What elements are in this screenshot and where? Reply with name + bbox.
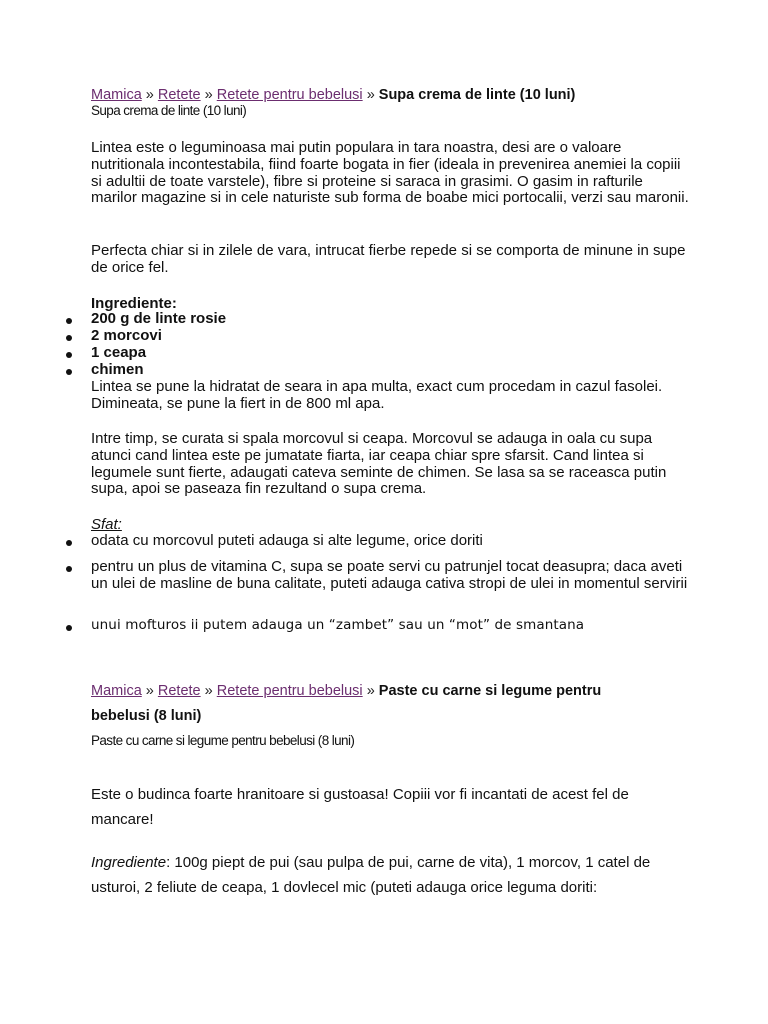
ingredient-item: 1 ceapa bbox=[91, 344, 147, 361]
recipe-subtitle: Supa crema de linte (10 luni) bbox=[91, 103, 247, 118]
breadcrumb-separator: » bbox=[145, 87, 158, 103]
tip-item: unui mofturos ii putem adauga un “zambet” sau un “mot” de smantana bbox=[91, 617, 585, 633]
tip-item: odata cu morcovul puteti adauga si alte legume, orice doriti bbox=[91, 532, 483, 549]
ingredient-item: 200 g de linte rosie bbox=[91, 310, 227, 327]
breadcrumb-current: Supa crema de linte (10 luni) bbox=[378, 87, 576, 103]
ingredients-paragraph bbox=[91, 850, 691, 900]
breadcrumb-separator: » bbox=[204, 683, 217, 699]
ingredients-text: : 100g piept de pui (sau pulpa de pui, carne de vita), 1 morcov, 1 catel de usturoi, 2 feliute de ceapa, 1 dovlecel mic (puteti adauga orice leguma doriti: bbox=[91, 854, 651, 896]
ingredients-heading: Ingrediente bbox=[91, 854, 167, 871]
bullet-icon bbox=[66, 335, 72, 341]
ingredient-item: 2 morcovi bbox=[91, 327, 162, 344]
breadcrumb-separator: » bbox=[366, 87, 379, 103]
breadcrumb-separator: » bbox=[145, 683, 158, 699]
method-paragraph: Intre timp, se curata si spala morcovul si ceapa. Morcovul se adauga in oala cu supa atunci cand lintea este pe jumatate fiarta, iar ceapa chiar spre sfarsit. Cand lintea si legumele sunt fierte, adaugati cateva seminte de chimen. Se lasa sa se raceasca putin supa, apoi se paseaza fin rezultand o supa crema. bbox=[91, 430, 667, 498]
breadcrumb-continuation bbox=[91, 707, 691, 725]
ingredients-heading: Ingrediente: bbox=[91, 295, 177, 312]
breadcrumb bbox=[91, 86, 691, 104]
breadcrumb-current: bebelusi (8 luni) bbox=[91, 708, 202, 724]
intro-paragraph: Lintea este o leguminoasa mai putin populara in tara noastra, desi are o valoare nutritionala incontestabila, fiind foarte bogata in fier (ideala in prevenirea anemiei la copiii si adultii de toate varstele), fibre si proteine si saraca in grasimi. O gasim in rafturile marilor magazine si in cele naturiste sub forma de boabe mici portocalii, verzi sau maronii. bbox=[91, 139, 689, 207]
bullet-icon bbox=[66, 625, 72, 631]
recipe-subtitle: Paste cu carne si legume pentru bebelusi (8 luni) bbox=[91, 733, 355, 748]
intro-paragraph: Perfecta chiar si in zilele de vara, intrucat fierbe repede si se comporta de minune in supe de orice fel. bbox=[91, 242, 686, 276]
breadcrumb-link-retete[interactable]: Retete bbox=[157, 683, 201, 699]
tip-heading: Sfat: bbox=[91, 516, 122, 533]
ingredient-item: chimen bbox=[91, 361, 144, 378]
bullet-icon bbox=[66, 540, 72, 546]
breadcrumb bbox=[91, 682, 691, 700]
breadcrumb-link-mamica[interactable]: Mamica bbox=[91, 87, 142, 103]
bullet-icon bbox=[66, 566, 72, 572]
breadcrumb-link-retete[interactable]: Retete bbox=[157, 87, 201, 103]
method-paragraph: Lintea se pune la hidratat de seara in apa multa, exact cum procedam in cazul fasolei. Dimineata, se pune la fiert in de 800 ml apa. bbox=[91, 378, 663, 412]
breadcrumb-current: Paste cu carne si legume pentru bbox=[378, 683, 602, 699]
bullet-icon bbox=[66, 352, 72, 358]
breadcrumb-link-mamica[interactable]: Mamica bbox=[91, 683, 142, 699]
breadcrumb-separator: » bbox=[204, 87, 217, 103]
breadcrumb-link-retete-bebelusi[interactable]: Retete pentru bebelusi bbox=[216, 683, 363, 699]
breadcrumb-link-retete-bebelusi[interactable]: Retete pentru bebelusi bbox=[216, 87, 363, 103]
bullet-icon bbox=[66, 369, 72, 375]
intro-paragraph: Este o budinca foarte hranitoare si gustoasa! Copiii vor fi incantati de acest fel de mancare! bbox=[91, 786, 629, 828]
bullet-icon bbox=[66, 318, 72, 324]
breadcrumb-separator: » bbox=[366, 683, 379, 699]
tip-item: pentru un plus de vitamina C, supa se poate servi cu patrunjel tocat deasupra; daca aveti un ulei de masline de buna calitate, puteti adauga cativa stropi de ulei in momentul servirii bbox=[91, 558, 688, 592]
